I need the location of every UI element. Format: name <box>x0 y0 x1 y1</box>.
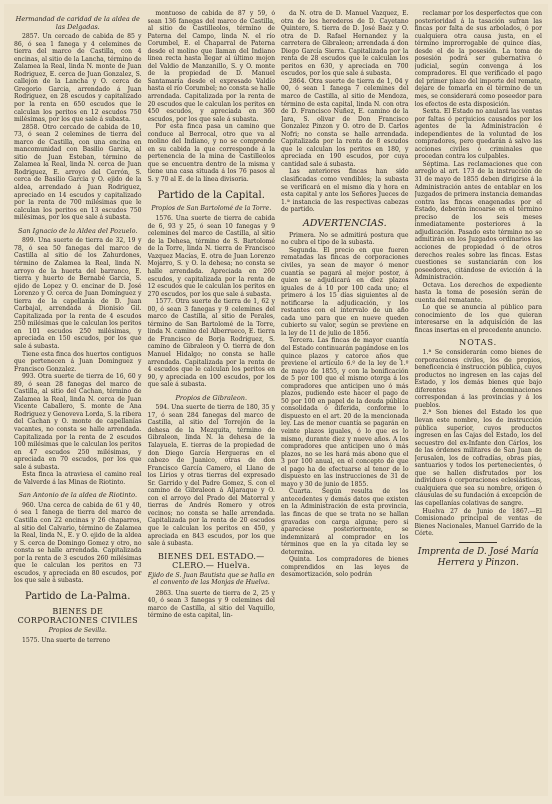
paragraph: 2.ª Son bienes del Estado los que llevan este nombre, los de instrucción pública superior, cuyos productos ingresen en las Cajas del Estado, los del secuestro del ex-Infante don Cárlos, los de las órdenes militares de San Juan de Jerusalen, los de cofradías, obras pías, santuarios y todos los pertenecientes, ó que se hallen disfrutados por los individuos ó corporaciones eclesiásticas, cualquiera que sea su nombre, origen ó cláusulas de su fundación á excepción de las capellanías colativas de sangre. <box>414 409 542 507</box>
paragraph: Tercera. Las fincas de mayor cuantía del Estado continuarán pagándose en los quince plazos y catorce años que previene el artículo 6.º de la ley de 1.º de mayo de 1855, y con la bonificación de 5 por 100 que el mismo otorga á los compradores que anticipen uno ó más plazos, pudiendo este hacer el pago de 50 por 100 en papel de la deuda pública consolidada ó diferida, conforme lo dispuesto en el art. 20 de la mencionada ley. Las de menor cuantía se pagarán en veinte plazos iguales, ó lo que es lo mismo, durante diez y nueve años. A los compradores que anticipen uno ó más plazos, no se les hará más abono que el 3 por 100 anual, en el concepto de que el pago ha de efectuarse al tenor de lo dispuesto en las instrucciones de 31 de mayo y 30 de junio de 1855. <box>281 337 409 488</box>
paragraph: 2857. Un cercado de cabida de 85 y 86, ó sea 1 fanega y 4 celemines de tierra del marco de Castilla, con 4 encinas, al sitio de la Lancha, término de Zalamea la Real, linda N. monte de Juan Rodriguez, E. cerca de Juan Gonzalez, S. callejon de la Lancha y O. cerca de Gregorio Garcia, arrendado á Juan Rodriguez, en 28 escudos y capitalizado por la renta en 650 escudos que le calculan los peritos en 12 escudos 750 milésimas, por los que sale á subasta. <box>14 33 142 124</box>
section-heading: San Ignacio de la Aldea del Pozuelo. <box>18 226 138 235</box>
divider <box>459 542 497 543</box>
paragraph: da N. otra de D. Manuel Vazquez, E. otra de los herederos de D. Cayetano Quintero, S. tierra de D. José Baez y O. otra de D. Rafael Hernandez y la carretera de Gibraleon; arrendada á don Diego García Sierra. Capitalizada por la renta de 28 escudos que le calculan los peritos en 630, y apreciada en 700 escudos, por los que sale á subasta. <box>281 10 409 78</box>
partido-heading: Partido de La-Palma. <box>25 590 131 602</box>
paragraph: Sexta. El Estado no anulará las ventas por faltas ó perjuicios causados por los agentes de la Administración é independientes de la voluntad de los compradores, pero quedarán á salvo las acciones civiles ó criminales que procedan contra los culpables. <box>414 108 542 161</box>
paragraph: 960. Una cerca de cabida de 61 y 40, ó sea 1 fanega de tierra del marco de Castilla con 22 encinas y 26 chaparros, al sitio del Calvario, término de Zalamea la Real, linda N., E. y O. ejido de la aldea y S. cerca de Domingo Gomez y otro, no consta se halle arrendada. Capitalizada por la renta de 3 escudos 260 milésimas que le calculan los peritos en 73 escudos, y apreciada en 80 escudos, por los que sale á subasta. <box>14 501 142 585</box>
paragraph: 2863. Una suerte de tierra de 2, 25 y 40, ó sean 3 fanegas y 9 celemines del marco de Castilla, al sitio del Vaquillo, término de esta capital, lin- <box>147 589 275 620</box>
notas-heading: NOTAS. <box>459 337 498 347</box>
column-2 <box>148 10 276 790</box>
paragraph: Por esta finca pasa un camino que conduce al Berrocal, otro que va al molino del Indiano, y no se comprende en su cabida la que corresponde á la pertenencia de la mina de Castilleolos que se encuentra dentro de la misma y tiene una casa situada á los 76 pasos al S. y 70 al E. de la línea divisoria. <box>147 123 275 184</box>
paragraph: 899. Una suerte de tierra de 32, 19 y 78, ó sea 50 fanegas del marco de Castilla al sitio de los Zahurdones, término de Zalamea la Real, linda N. arroyo de la huerta del barranco, E. tierra y huerto de Bernabé Garcia, S. ejido de Lopez y O. encinar de D. José Lorenzo y O. cerca de Juan Domínguez y tierra de la capellanía de D. Juan Carbajal, arrendada á Dionisio Gil. Capitalizada por la renta de 4 escudos 250 milésimas que le calculan los peritos en 101 escudos 250 milésimas, y apreciada en 150 escudos, por los que sale á subasta. <box>14 237 142 350</box>
newspaper-page <box>4 4 548 796</box>
subheading: Propios de Sevilla. <box>48 626 107 634</box>
paragraph: montuoso de cabida de 87 y 59, ó sean 136 fanegas del marco de Castilla, al sitio de Castilleolos, término de Paterna del Campo, linda N. el río Corumbel, E. el Chaparral de Paterna desde el molino que llaman del Indiano linea recta hasta llegar al último mojon del Valdio de Manzanillo, S. y O. monte de la propiedad de D. Manuel Santamaría desde el expresado Valdío hasta el río Corumbel; no consta se halle arrendada. Capitalizada por la renta de 20 escudos que le calculan los peritos en 450 escudos, y apreciada en 360 escudos, por los que sale á subasta. <box>147 10 275 123</box>
paragraph: 1.ª Se considerarán como bienes de corporaciones civiles, los de propios, beneficencia é instrucción pública, cuyos productos no ingresen en las cajas del Estado, y los demás bienes que bajo diferentes denominaciones correspondan á las provincias y á los pueblos. <box>414 349 542 409</box>
paragraph: 594. Una suerte de tierra de 180, 35 y 17, ó sean 284 fanegas del marco de Castilla, al sitio del Torrejón de la dehesa de la Mezquita, término de Gibraleon, linda N. la dehesa de la Talayuela, E. tierras de la propiedad de don Diego García Hergueras en el cabezo de Juanico, otras de don Francisco García Camero, el Llano de los Lirios y otras tierras del expresado Sr. Garrido y del Padre Gomez, S. con el camino de Gibraleon á Aljaraque y O. con el arroyo del Prado del Matorral y tierras de Andrés Romero y otros vecinos; no consta se halle arrendada. Capitalizada por la renta de 20 escudos que le calculan los peritos en 450, y apreciada en 843 escudos, por los que sale á subasta. <box>147 404 275 548</box>
column-4 <box>415 10 543 790</box>
section-heading: Hermandad de caridad de la aldea de las Delgadas. <box>15 15 140 31</box>
paragraph: 1577. Otra suerte de tierra de 1, 62 y 00, ó sean 3 fanegas y 9 celemines del marco de Castilla, al sitio de Perales, término de San Bartolomé de la Torre, linda N. camino del Alberrueco, E. tierra de Francisco de Borja Rodriguez, S. camino de Gibraleon y O. tierra de don Manuel Hidalgo; no consta se halle arrendada. Capitalizada por la renta de 4 escudos que le calculan los peritos en 90, y apreciada en 100 escudos, por los que sale á subasta. <box>147 298 275 389</box>
category-heading: BIENES DE CORPORACIONES CIVILES <box>17 606 138 625</box>
paragraph: 993. Otra suerte de tierra de 16, 60 y 89, ó sean 28 fanegas del marco de Castilla, al sitio del Cachan, término de Zalamea la Real, linda N. cerca de Juan Vicente Caballero, S. monte de Ana Rodriguez y Genoveva Lorda, S. la ribera del Cachan y O. monte de capellanías vacantes, no consta se halle arrendada. Capitalizada por la renta de 2 escudos 100 milésimas que le calculan los peritos en 47 escudos 250 milésimas, y apreciada en 70 escudos, por los que sale á subasta. <box>14 373 142 471</box>
paragraph: Octava. Los derechos de expediente hasta la toma de posesión serán de cuenta del rematante. <box>414 281 542 304</box>
column-3 <box>281 10 409 790</box>
section-heading: San Antonio de la aldea de Riotinto. <box>18 491 138 500</box>
paragraph: Cuarta. Según resulta de los antecedentes y demás datos que existen en la Administración de esta provincia, las fincas de que se trata no se hallan gravadas con carga alguna; pero si apareciese posteriormente, se indemnizará al comprador en los términos que en la ya citada ley se determina. <box>281 488 409 556</box>
imprint: Imprenta de D. José María Herrera y Pinzon. <box>417 546 539 568</box>
column-1 <box>14 10 142 790</box>
paragraph: 2864. Otra suerte de tierra de 1, 04 y 00, ó sean 1 fanega 7 celemines del marco de Castilla, al sitio de Mendoza, término de esta capital, linda N. con otra de D. Francisco Nuñez, E. camino de la Jara, S. olivar de Don Francisco Gonzalez Pinzon y O. otro de D. Carlos Nofri; no consta se halle arrendada. Capitalizada por la renta de 8 escudos que le calculan los peritos en 180, y apreciada en 190 escudos, por cuya cantidad sale á subasta. <box>281 77 409 168</box>
subheading: Ejido de S. Juan Bautista que se halla en el convento de las Monjas de Huelva. <box>147 571 275 587</box>
subheading: Propios de San Bartolomé de la Torre. <box>151 204 272 212</box>
paragraph: Las anteriores fincas han sido clasificadas como vendibles; la subasta se verificará en el mismo día y hora en esta capital y ante los Señores Jueces de 1.ª instancia de las respectivas cabezas de partido. <box>281 168 409 214</box>
paragraph: Primera. No se admitirá postura que no cubra el tipo de la subasta. <box>281 231 409 247</box>
signature-paragraph: Huelva 27 de Junio de 1867.—El Comisionado principal de ventas de Bienes Nacionales, Manuel Garrido de la Córte. <box>414 507 542 538</box>
category-heading: BIENES DEL ESTADO.—CLERO.— Huelva. <box>157 551 265 570</box>
paragraph: Séptima. Las reclamaciones que con arreglo al art. 173 de la instrucción de 31 de mayo de 1855 deben dirigirse á la Administración antes de entablar en los Juzgados de primera instancia demandas contra las fincas enagenadas por el Estado, deberán incoarse en el término preciso de los seis meses inmediatamente posteriores á la adjudicación. Pasado este término no se admitirán en los Juzgados ordinarios las acciones de propiedad ó de otros derechos reales sobre las fincas. Estas cuestiones se sustanciarán con los poseedores, citándose de evicción á la Administración. <box>414 160 542 282</box>
paragraph: reclamar por los desperfectos que con posterioridad á la tasación sufran las fincas por falta de sus arbolados, ó por cualquiera otra causa justa, en el término improrrogable de quince días, desde el de la posesión. La toma de posesión podrá ser gubernativa ó judicial, según convenga á los compradores. El que verificado el pago del primer plazo del importe del remate, dejare de tomarla en el término de un mes, se considerará como poseedor para los efectos de esta disposición. <box>414 10 542 108</box>
advertencias-heading: ADVERTENCIAS. <box>302 217 387 229</box>
paragraph: Segunda. El precio en que fueren rematadas las fincas de corporaciones civiles, ya sean de mayor ó menor cuantía se pagará al mejor postor, á quien se adjudicará en diez plazos iguales de á 10 por 100 cada uno; el primero á los 15 días siguientes al de notificarse la adjudicación, y los restantes con el intervalo de un año cada uno para que en nueve queden cubierto su valor, según se previene en la ley de 11 de julio de 1856. <box>281 246 409 337</box>
paragraph: 1576. Una suerte de tierra de cabida de 6, 93 y 25, ó sean 10 fanegas y 9 celemines del marco de Castilla, al sitio de la Dehesa, término de S. Bartolomé de la Torre, linda N. tierra de Francisco Vazquez Macías, E. otra de Juan Lorenzo Mojarro, S. y O. la dehesa; no consta se halle arrendada. Apreciada en 260 escudos, y capitalizada por la renta de 12 escudos que le calculan los peritos en 270 escudos, por los que sale á subasta. <box>147 215 275 298</box>
paragraph: Quinta. Los compradores de bienes comprendidos en las leyes de desamortización, solo podrán <box>281 556 409 579</box>
paragraph: Tiene esta finca dos huertos contiguos que pertenecen á Juan Dominguez y Francisco Gonzalez. <box>14 350 142 373</box>
paragraph: Lo que se anuncia al público para conocimiento de los que quieran interesarse en la adquisición de las fincas insertas en el precedente anuncio. <box>414 304 542 334</box>
section-heading: Propios de Gibraleon. <box>175 393 248 402</box>
paragraph: 2858. Otro cercado de cabida de 10, 73, ó sean 2 celemines de tierra del marco de Castilla, con una encina en mancomunidad con Basilio Garcia, al sitio de Juan Esteban, término de Zalamea la Real, linda N. cerca de Juan Rodriguez, E. arroyo del Cerrón, S. cerca de Basilio Garcia y O. ejido de la aldea, arrendado á Juan Rodriguez, apreciado en 14 escudos y capitalizado por la renta de 700 milésimas que le calculan los peritos en 13 escudos 750 milésimas, por los que sale á subasta. <box>14 123 142 222</box>
partido-heading: Partido de la Capital. <box>157 189 265 201</box>
paragraph: 1575. Una suerte de terreno <box>22 637 111 645</box>
paragraph: Esta finca la atraviesa el camino real de Valverde á las Minas de Riotinto. <box>14 471 142 486</box>
